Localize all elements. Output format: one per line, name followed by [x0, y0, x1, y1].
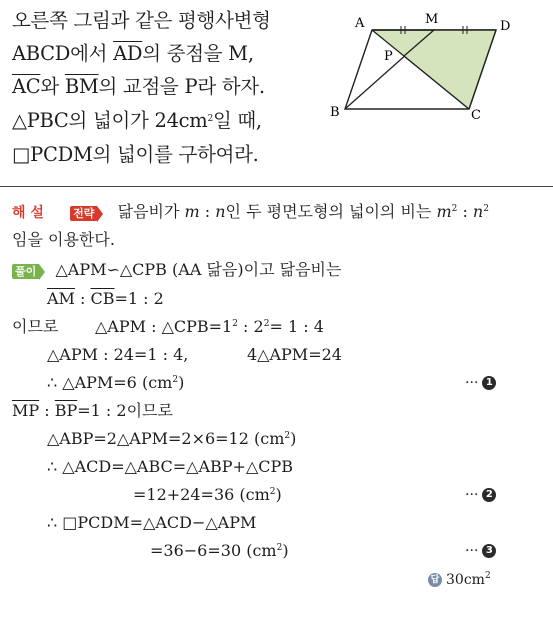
answer-line: [428, 570, 491, 590]
solution-line-10: ∴ □PCDM=△ACD−△APM: [47, 513, 257, 532]
problem-line-3: $\overline{AC}$와 $\overline{BM}$의 교점을 P라 하자.: [12, 75, 265, 98]
pulee-tag: 풀이: [12, 264, 39, 279]
section-divider: [0, 186, 553, 187]
number-3-badge: 3: [482, 544, 496, 558]
overline-segment: $\overline{AD}$: [113, 42, 143, 65]
solution-line-2: $\overline{AM}$ : $\overline{CB}=1$ : 2: [47, 289, 164, 308]
label-m: M: [425, 12, 439, 27]
pulee-line-1: 풀이 △APM∽△CPB (AA 닮음)이고 닮음비는: [12, 260, 341, 282]
overline-segment: $\overline{BM}$: [64, 75, 99, 98]
label-a: A: [355, 16, 365, 31]
problem-line-4: △PBC의 넓이가 $24cm^2$일 때,: [12, 109, 262, 132]
solution-line-4b: 4△APM=24: [247, 345, 342, 364]
solution-line-3: 이므로: [12, 317, 59, 336]
solution-line-3b: △APM : $\triangle CPB=1^2$ : $2^2= 1$ : 4: [95, 317, 324, 336]
annotation-3: ··· 3: [465, 541, 496, 561]
strategy-line-2: 임을 이용한다.: [12, 230, 115, 249]
solution-line-8: ∴ △ACD=△ABC=△ABP+△CPB: [47, 457, 294, 476]
number-2-badge: 2: [482, 488, 496, 502]
problem-line-2: ABCD에서 $\overline{AD}$의 중점을 M,: [12, 42, 254, 65]
number-1-badge: 1: [482, 376, 496, 390]
solution-line-11: =36−6=30 $(cm^2)$: [150, 541, 289, 560]
annotation-1: ··· 1: [465, 373, 496, 393]
annotation-2: ··· 2: [465, 485, 496, 505]
answer-badge: 답: [428, 573, 442, 587]
strategy-tag: 전략: [70, 206, 97, 221]
problem-section: [0, 0, 553, 185]
solution-line-6: $\overline{MP}$ : $\overline{BP}=1$ : 2이므로: [12, 401, 173, 420]
solution-header: 해 설: [12, 205, 44, 221]
answer-value: $30cm^2$: [446, 571, 491, 588]
label-p: P: [384, 49, 393, 64]
solution-line-5: ∴ △APM=6 $(cm^2)$: [47, 373, 185, 392]
solution-header-line: 해 설 전략 닮음비가 m : n인 두 평면도형의 넓이의 비는 $m^2$ : $n^2$: [12, 202, 489, 221]
solution-line-9: =12+24=36 $(cm^2)$: [133, 485, 282, 504]
solution-line-4a: △APM : 24=1 : 4,: [47, 345, 189, 364]
problem-line-1: 오른쪽 그림과 같은 평행사변형: [12, 9, 271, 32]
label-c: C: [471, 108, 481, 123]
label-d: D: [500, 19, 511, 34]
parallelogram-figure: [325, 8, 545, 126]
problem-line-5: □PCDM의 넓이를 구하여라.: [12, 143, 259, 166]
label-b: B: [330, 105, 340, 120]
solution-line-7: △ABP=2△APM=2×6=12 $(cm^2)$: [47, 429, 297, 448]
overline-segment: $\overline{AC}$: [12, 75, 41, 98]
